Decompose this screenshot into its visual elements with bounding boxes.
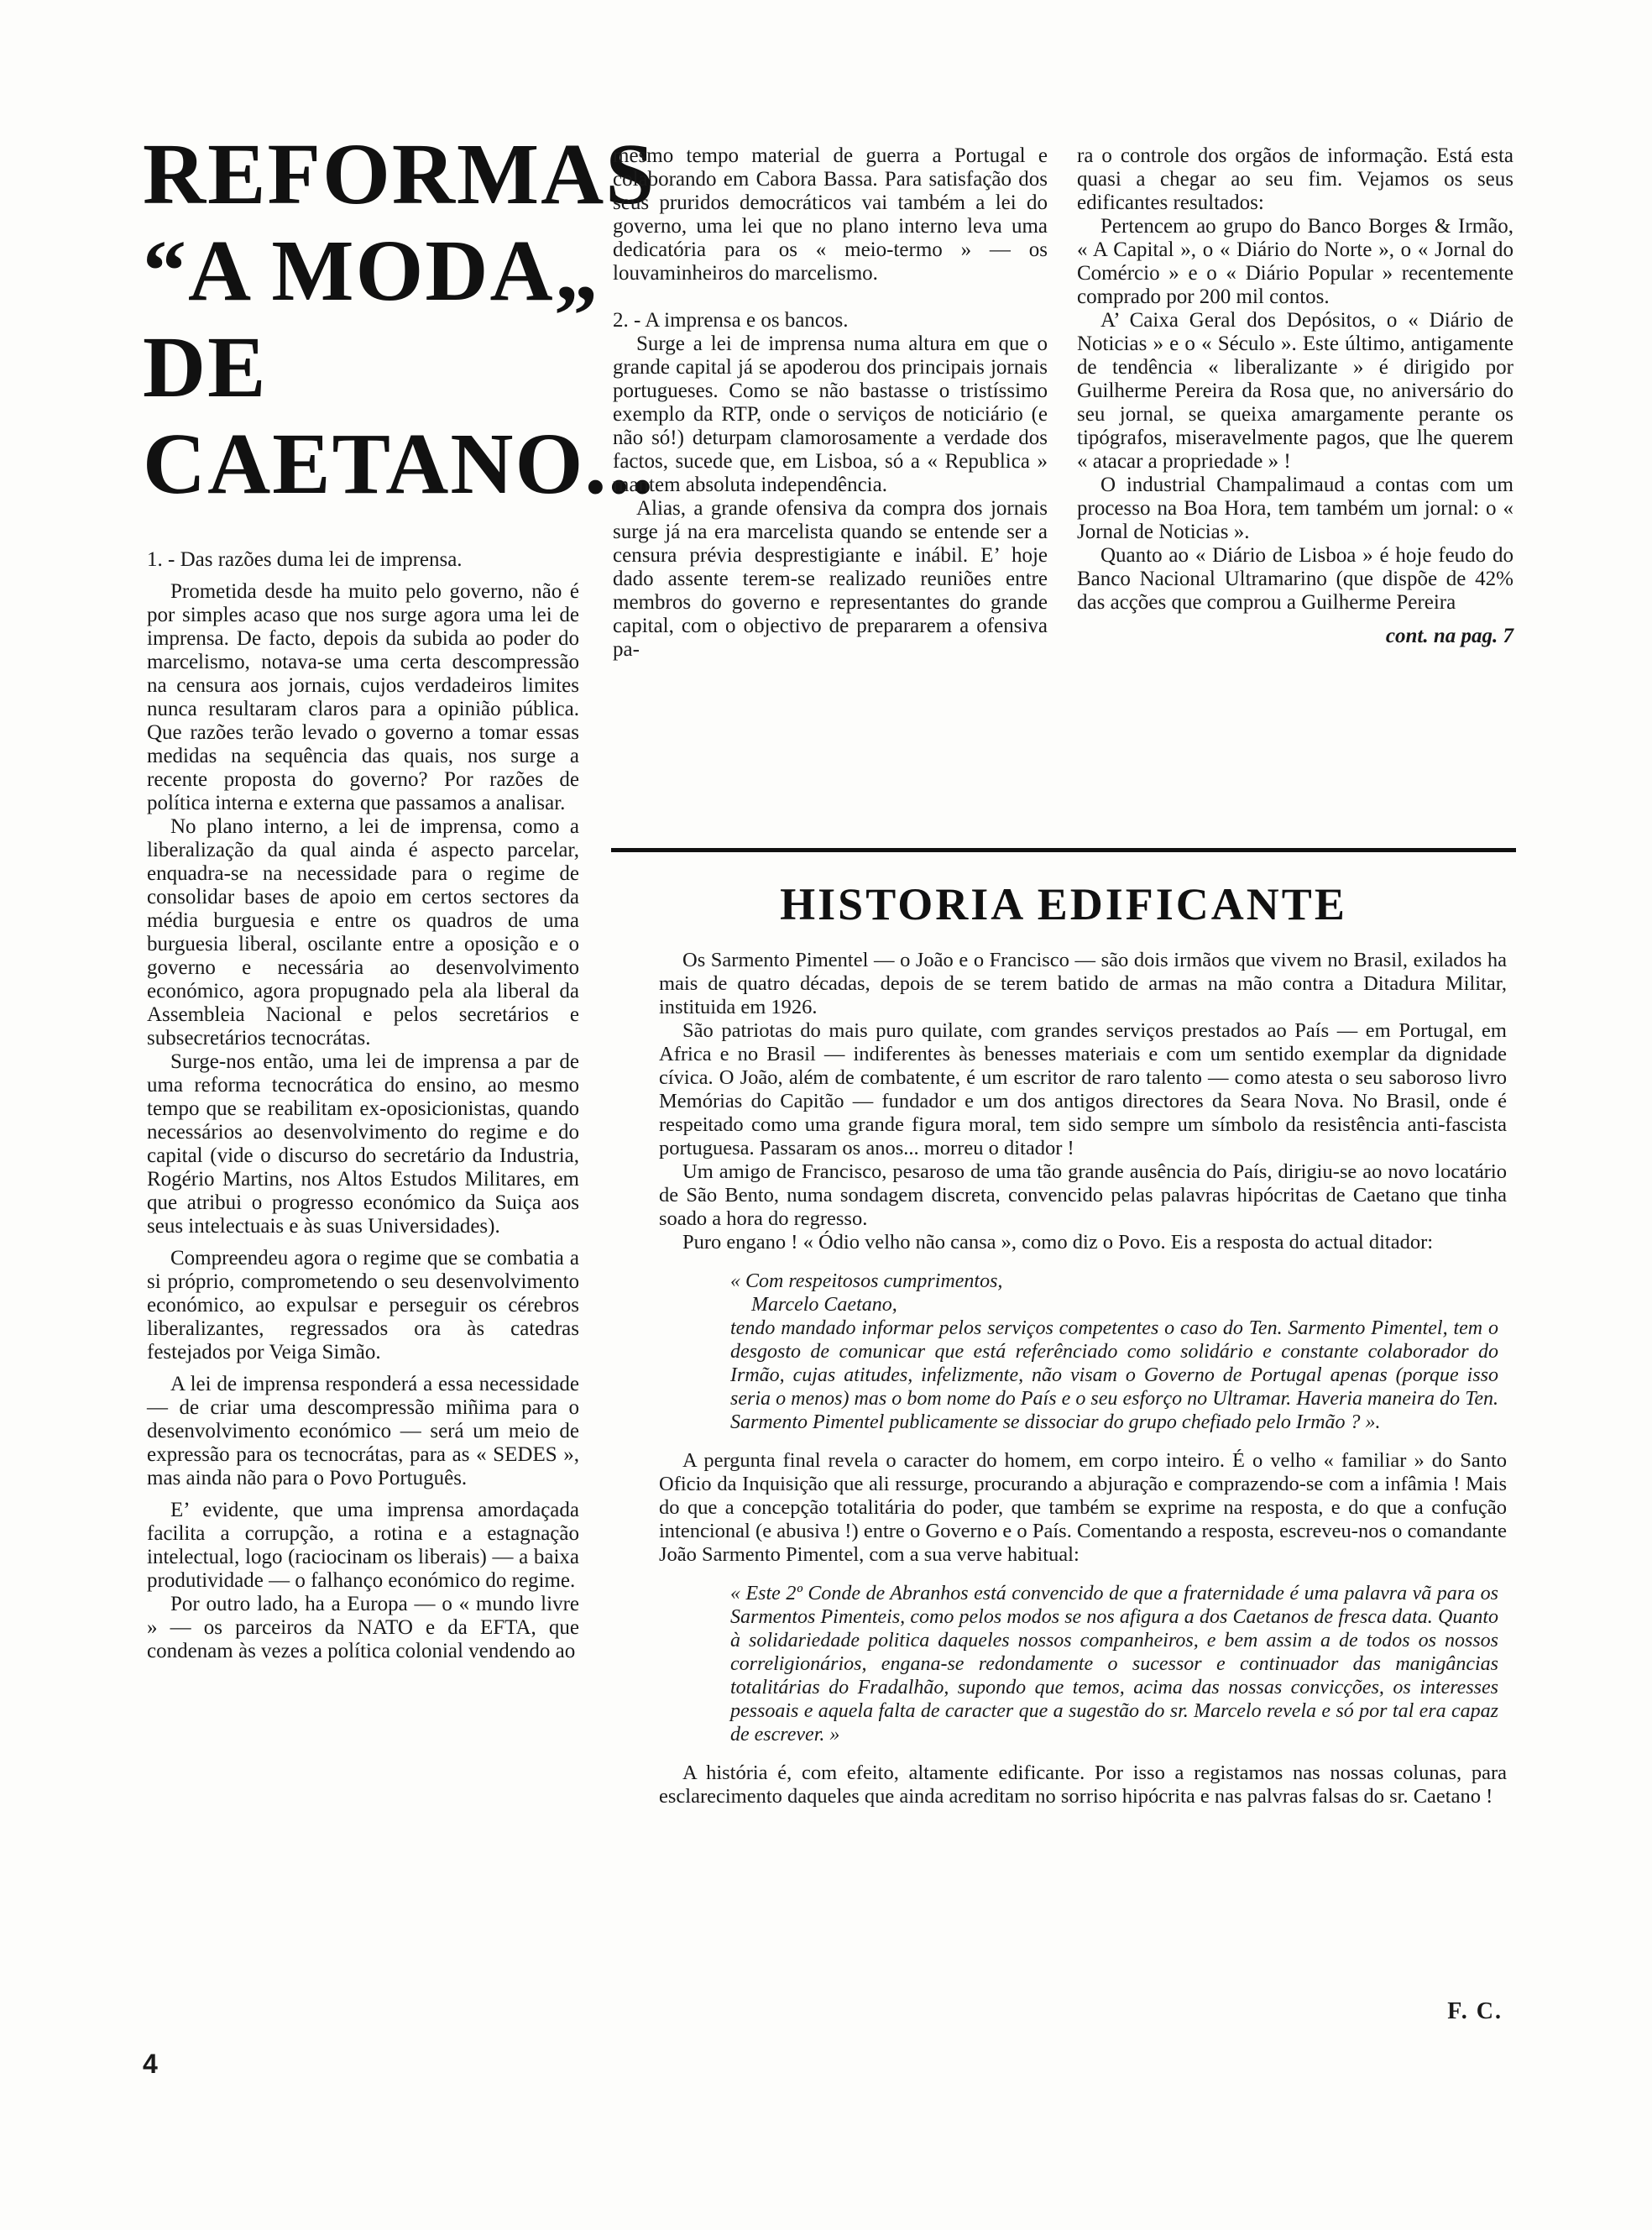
story-body [659, 949, 1507, 1809]
paragraph: mesmo tempo material de guerra a Portugal e colaborando em Cabora Bassa. Para satisfação dos seus pruridos democráticos vai também a lei do governo, uma lei que no plano interno leva uma dedicatória para os « meio-termo » — os louvaminheiros do marcelismo. [613, 144, 1048, 285]
letter-signatory: Marcelo Caetano, [751, 1294, 897, 1316]
paragraph: Compreendeu agora o regime que se combatia a si próprio, comprometendo o seu desenvolvimento económico, ao expulsar e perseguir os cérebros liberalizantes, regressados ora às catedras festejados por Veiga Simão. [147, 1247, 579, 1364]
paragraph: E’ evidente, que uma imprensa amordaçada facilita a corrupção, a rotina e a estagnação intelectual, logo (raciocinam os liberais) — a baixa produtividade — o falhanço económico do regime. [147, 1499, 579, 1592]
section-heading: 2. - A imprensa e os bancos. [613, 309, 849, 332]
headline-line: REFORMAS [143, 126, 656, 222]
article-column-1 [147, 548, 579, 1663]
paragraph: Alias, a grande ofensiva da compra dos jornais surge já na era marcelista quando se entende ser a censura prévia desprestigiante e inábil. E’ hoje dado assente terem-se realizado reuniões entre membros do governo e representantes do grande capital, com o objectivo de prepararem a ofensiva pa- [613, 497, 1048, 661]
paragraph: O industrial Champalimaud a contas com um processo na Boa Hora, tem também um jornal: o « Jornal de Noticias ». [1077, 474, 1513, 543]
section-heading: 1. - Das razões duma lei de imprensa. [147, 548, 463, 571]
article-headline [143, 126, 656, 512]
paragraph: Puro engano ! « Ódio velho não cansa », como diz o Povo. Eis a resposta do actual ditador: [682, 1231, 1434, 1254]
paragraph: ra o controle dos orgãos de informação. Está esta quasi a chegar ao seu fim. Vejamos os seus edificantes resultados: [1077, 144, 1513, 214]
story-title: HISTORIA EDIFICANTE [780, 879, 1347, 929]
headline-line: CAETANO... [143, 416, 656, 512]
paragraph: Pertencem ao grupo do Banco Borges & Irmão, « A Capital », o « Diário do Norte », o « Jornal do Comércio » e o « Diário Popular » recentemente comprado por 200 mil contos. [1077, 215, 1513, 308]
page-number: 4 [143, 2049, 158, 2079]
headline-line: “A MODA„ [143, 222, 600, 319]
paragraph: No plano interno, a lei de imprensa, como a liberalização da qual ainda é aspecto parcelar, enquadra-se na necessidade para o regime de consolidar bases de apoio em certos sectores da média burguesia e entre os quadros de uma burguesia liberal, oscilante entre a oposição e o governo e necessária ao desenvolvimento económico, agora propugnado pela ala liberal da Assembleia Nacional e pelos secretários e subsecretários tecnocrátas. [147, 815, 579, 1050]
author-signature: F. C. [1447, 1998, 1503, 2024]
paragraph: Prometida desde ha muito pelo governo, não é por simples acaso que nos surge agora uma lei de imprensa. De facto, depois da subida ao poder do marcelismo, notava-se uma certa descompressão na censura aos jornais, cujos verdadeiros limites nunca resultaram claros para a opinião pública. Que razões terão levado o governo a tomar essas medidas na sequência das quais, nos surge a recente proposta do governo? Por razões de política interna e externa que passamos a analisar. [147, 580, 579, 814]
paragraph: A pergunta final revela o caracter do homem, em corpo inteiro. É o velho « familiar » do Santo Oficio da Inquisição que ali ressurge, procurando a abjuração e comprazendo-se com a infâmia ! Mais do que a concepção totalitária do poder, que também se exprime na resposta, e do que a confução intencional (e abusiva !) entre o Governo e o País. Comentando a resposta, escreveu-nos o comandante João Sarmento Pimentel, com a sua verve habitual: [659, 1449, 1507, 1566]
paragraph: Surge a lei de imprensa numa altura em que o grande capital já se apoderou dos principais jornais portugueses. Como se não bastasse o tristíssimo exemplo da RTP, onde o serviços de noticiário (e não só!) deturpam clamorosamente a verdade dos factos, sucede que, em Lisboa, só a « Republica » mantem absoluta independência. [613, 332, 1048, 496]
quoted-letter: « Este 2º Conde de Abranhos está convencido de que a fraternidade é uma palavra vã para os Sarmentos Pimenteis, como pelos modos se nos afigura a dos Caetanos de fresca data. Quanto à solidariedade politica daqueles nossos companheiros, e bem assim a de todos os nossos correligionários, engana-se redondamente o sucessor e continuador das manigâncias totalitárias do Fradalhão, supondo que temos, acima das nossas convicções, os interesses pessoais e aquela falta de caracter que a sugestão do sr. Marcelo revela e só por tal era capaz de escrever. » [730, 1583, 1498, 1746]
section-divider [611, 848, 1516, 852]
paragraph: Surge-nos então, uma lei de imprensa a par de uma reforma tecnocrática do ensino, ao mesmo tempo que se reabilitam ex-oposicionistas, quando necessários ao desenvolvimento do regime e do capital (vide o discurso do secretário da Industria, Rogério Martins, nos Altos Estudos Militares, em que atribui o progresso económico da Suiça aos seus intelectuais e às suas Universidades). [147, 1050, 579, 1238]
paragraph: A lei de imprensa responderá a essa necessidade — de criar uma descompressão miñima para o desenvolvimento económico — será um meio de expressão para os tecnocrátas, para as « SEDES », mas ainda não para o Povo Português. [147, 1373, 579, 1489]
article-column-3 [1077, 144, 1513, 648]
letter-greeting: « Com respeitosos cumprimentos, [730, 1270, 1003, 1292]
article-column-2 [613, 144, 1048, 662]
paragraph: Quanto ao « Diário de Lisboa » é hoje feudo do Banco Nacional Ultramarino (que dispõe de 42% das acções que comprou a Guilherme Pereira [1077, 544, 1513, 614]
paragraph: Os Sarmento Pimentel — o João e o Francisco — são dois irmãos que vivem no Brasil, exilados ha mais de quatro décadas, depois de se terem batido de armas na mão contra a Ditadura Militar, instituida em 1926. [659, 949, 1507, 1018]
paragraph: São patriotas do mais puro quilate, com grandes serviços prestados ao País — em Portugal, em Africa e no Brasil — indiferentes às benesses materiais e com um sentido exemplar da dignidade cívica. O João, além de combatente, é um escritor de raro talento — como atesta o seu saboroso livro Memórias do Capitão — fundador e um dos antigos directores da Seara Nova. No Brasil, onde é respeitado como uma grande figura moral, tem sido sempre um símbolo da resistência anti-fascista portuguesa. Passaram os anos... morreu o ditador ! [659, 1019, 1507, 1159]
paragraph: Um amigo de Francisco, pesaroso de uma tão grande ausência do País, dirigiu-se ao novo locatário de São Bento, numa sondagem discreta, convencido pelas palavras hipócritas de Caetano que tinha soado a hora do regresso. [659, 1160, 1507, 1230]
continued-note: cont. na pag. 7 [1385, 625, 1513, 647]
paragraph: A’ Caixa Geral dos Depósitos, o « Diário de Noticias » e o « Século ». Este último, antigamente de tendência « liberalizante » é dirigido por Guilherme Pereira da Rosa que, no aniversário do seu jornal, se queixa amargamente perante os tipógrafos, miseravelmente pagos, que lhe querem « atacar a propriedade » ! [1077, 309, 1513, 473]
paragraph: A história é, com efeito, altamente edificante. Por isso a registamos nas nossas colunas, para esclarecimento daqueles que ainda acreditam no sorriso hipócrita e nas palvras falsas do sr. Caetano ! [659, 1761, 1507, 1808]
paragraph: Por outro lado, ha a Europa — o « mundo livre » — os parceiros da NATO e da EFTA, que condenam às vezes a política colonial vendendo ao [147, 1593, 579, 1662]
headline-line: DE [143, 319, 268, 416]
quoted-letter: tendo mandado informar pelos serviços competentes o caso do Ten. Sarmento Pimentel, tem o desgosto de comunicar que está referênciado como solidário e constante colaborador do Irmão, cujas atitudes, infelizmente, não visam o Governo de Portugal apenas (porque isso seria o menos) mas o bom nome do País e o seu esforço no Ultramar. Haveria maneira do Ten. Sarmento Pimentel publicamente se dissociar do grupo chefiado pelo Irmão ? ». [730, 1317, 1498, 1433]
